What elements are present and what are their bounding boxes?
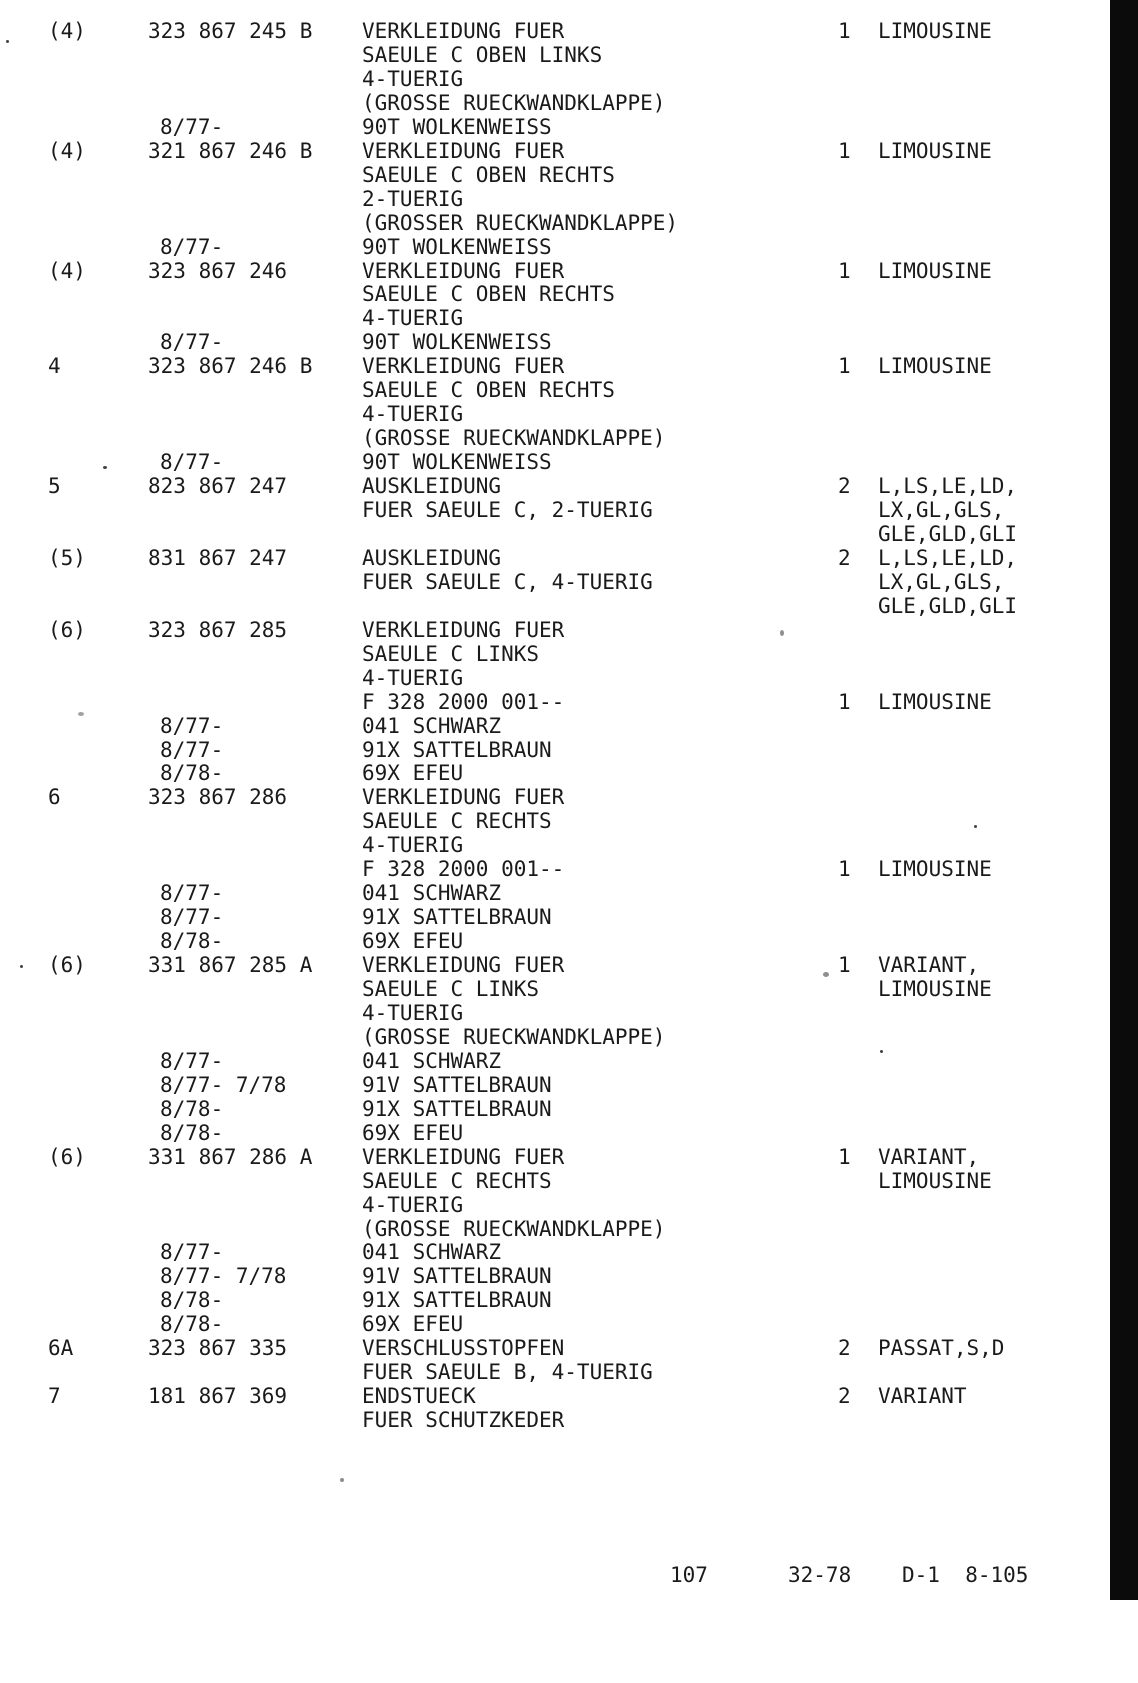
row-qty: 1 xyxy=(838,689,851,714)
row-desc: 041 SCHWARZ xyxy=(362,1048,502,1073)
row-pos: (5) xyxy=(48,545,86,570)
row-model: VARIANT, xyxy=(878,953,980,978)
row-model: LIMOUSINE xyxy=(878,857,992,882)
scan-speck xyxy=(20,965,23,968)
row-pos: 5 xyxy=(48,474,61,499)
row-desc: 4-TUERIG xyxy=(362,1000,464,1025)
row-desc: VERKLEIDUNG FUER xyxy=(362,138,565,163)
scan-speck xyxy=(823,972,829,977)
row-desc: 4-TUERIG xyxy=(362,66,464,91)
row-part: 321 867 246 B xyxy=(148,138,313,163)
table-row xyxy=(0,570,1100,594)
table-row xyxy=(0,1384,1100,1408)
table-row xyxy=(0,953,1100,977)
row-desc: (GROSSE RUECKWANDKLAPPE) xyxy=(362,1024,666,1049)
row-desc: VERKLEIDUNG FUER xyxy=(362,785,565,810)
table-row xyxy=(0,306,1100,330)
table-row xyxy=(0,522,1100,546)
row-desc: 91X SATTELBRAUN xyxy=(362,905,552,930)
table-row xyxy=(0,1097,1100,1121)
table-row xyxy=(0,977,1100,1001)
row-desc: 69X EFEU xyxy=(362,1312,464,1337)
row-model: LX,GL,GLS, xyxy=(878,498,1005,522)
row-pos: 6 xyxy=(48,785,61,810)
table-row xyxy=(0,546,1100,570)
table-row xyxy=(0,1408,1100,1432)
row-desc: 91X SATTELBRAUN xyxy=(362,737,552,762)
table-row xyxy=(0,354,1100,378)
row-part: 823 867 247 xyxy=(148,474,288,499)
row-qty: 2 xyxy=(838,1384,851,1409)
table-row xyxy=(0,282,1100,306)
row-desc: 2-TUERIG xyxy=(362,186,464,211)
row-desc: SAEULE C RECHTS xyxy=(362,1168,552,1193)
row-desc: (GROSSE RUECKWANDKLAPPE) xyxy=(362,1216,666,1241)
row-desc: VERKLEIDUNG FUER xyxy=(362,354,565,379)
row-qty: 1 xyxy=(838,19,851,43)
row-part: 323 867 286 xyxy=(148,785,288,810)
scan-edge-bar xyxy=(1110,0,1138,1600)
row-desc: VERKLEIDUNG FUER xyxy=(362,1144,565,1169)
row-part: 323 867 285 xyxy=(148,617,288,642)
table-row xyxy=(0,1312,1100,1336)
row-desc: 91V SATTELBRAUN xyxy=(362,1264,552,1289)
table-row xyxy=(0,666,1100,690)
row-desc: (GROSSER RUECKWANDKLAPPE) xyxy=(362,210,679,235)
row-date: 8/77- xyxy=(160,1240,224,1265)
scan-speck xyxy=(78,712,84,716)
row-desc: 4-TUERIG xyxy=(362,402,464,427)
table-row xyxy=(0,1217,1100,1241)
table-row xyxy=(0,91,1100,115)
row-model: L,LS,LE,LD, xyxy=(878,545,1018,570)
row-qty: 1 xyxy=(838,1144,851,1169)
table-row xyxy=(0,235,1100,259)
table-row xyxy=(0,642,1100,666)
table-row xyxy=(0,498,1100,522)
row-qty: 1 xyxy=(838,258,851,283)
row-model: L,LS,LE,LD, xyxy=(878,474,1018,499)
table-row xyxy=(0,857,1100,881)
row-model: GLE,GLD,GLI xyxy=(878,593,1018,618)
row-model: LIMOUSINE xyxy=(878,977,992,1001)
table-row xyxy=(0,1288,1100,1312)
table-row xyxy=(0,43,1100,67)
row-model: LX,GL,GLS, xyxy=(878,569,1005,594)
row-desc: FUER SAEULE B, 4-TUERIG xyxy=(362,1360,653,1385)
table-row xyxy=(0,187,1100,211)
table-row xyxy=(0,1336,1100,1360)
row-model: LIMOUSINE xyxy=(878,1168,992,1193)
row-part: 181 867 369 xyxy=(148,1384,288,1409)
table-row xyxy=(0,1264,1100,1288)
row-desc: 90T WOLKENWEISS xyxy=(362,234,552,259)
row-desc: 041 SCHWARZ xyxy=(362,713,502,738)
row-desc: 91X SATTELBRAUN xyxy=(362,1096,552,1121)
row-date: 8/78- xyxy=(160,1120,224,1145)
table-row xyxy=(0,929,1100,953)
row-model: PASSAT,S,D xyxy=(878,1336,1005,1361)
table-row xyxy=(0,1049,1100,1073)
row-desc: SAEULE C OBEN RECHTS xyxy=(362,282,615,307)
row-model: VARIANT, xyxy=(878,1144,980,1169)
table-row xyxy=(0,833,1100,857)
row-qty: 2 xyxy=(838,1336,851,1361)
scan-speck xyxy=(340,1478,344,1482)
row-desc: 4-TUERIG xyxy=(362,306,464,331)
row-model: LIMOUSINE xyxy=(878,19,992,43)
row-date: 8/78- xyxy=(160,1096,224,1121)
row-date: 8/77- xyxy=(160,713,224,738)
row-desc: VERKLEIDUNG FUER xyxy=(362,617,565,642)
row-desc: AUSKLEIDUNG xyxy=(362,474,502,499)
row-part: 331 867 286 A xyxy=(148,1144,313,1169)
row-desc: 90T WOLKENWEISS xyxy=(362,450,552,475)
table-row xyxy=(0,67,1100,91)
row-pos: (6) xyxy=(48,1144,86,1169)
row-part: 831 867 247 xyxy=(148,545,288,570)
row-desc: SAEULE C OBEN LINKS xyxy=(362,42,603,67)
table-row xyxy=(0,139,1100,163)
table-row xyxy=(0,1121,1100,1145)
table-row xyxy=(0,115,1100,139)
table-row xyxy=(0,714,1100,738)
row-pos: (6) xyxy=(48,617,86,642)
row-qty: 1 xyxy=(838,857,851,882)
table-row xyxy=(0,594,1100,618)
table-row xyxy=(0,809,1100,833)
scan-speck xyxy=(974,825,977,828)
row-date: 8/77- xyxy=(160,905,224,930)
row-desc: FUER SAEULE C, 2-TUERIG xyxy=(362,498,653,522)
table-row xyxy=(0,1025,1100,1049)
table-row xyxy=(0,618,1100,642)
row-part: 323 867 246 B xyxy=(148,354,313,379)
footer-issue-code: 32-78 xyxy=(788,1563,852,1587)
row-desc: AUSKLEIDUNG xyxy=(362,545,502,570)
table-row xyxy=(0,1001,1100,1025)
row-date: 8/77- xyxy=(160,737,224,762)
row-date: 8/77- 7/78 xyxy=(160,1264,287,1289)
table-row xyxy=(0,402,1100,426)
row-desc: (GROSSE RUECKWANDKLAPPE) xyxy=(362,426,666,451)
row-desc: 90T WOLKENWEISS xyxy=(362,330,552,355)
row-desc: VERKLEIDUNG FUER xyxy=(362,953,565,978)
scan-speck xyxy=(6,40,9,43)
table-row xyxy=(0,211,1100,235)
row-desc: 69X EFEU xyxy=(362,929,464,954)
row-desc: SAEULE C LINKS xyxy=(362,641,540,666)
row-pos: 6A xyxy=(48,1336,74,1361)
row-date: 8/77- xyxy=(160,114,224,139)
row-desc: 91V SATTELBRAUN xyxy=(362,1072,552,1097)
table-row xyxy=(0,690,1100,714)
row-pos: (4) xyxy=(48,19,86,43)
table-row xyxy=(0,163,1100,187)
table-row xyxy=(0,738,1100,762)
row-desc: 4-TUERIG xyxy=(362,1192,464,1217)
row-desc: 69X EFEU xyxy=(362,1120,464,1145)
table-row xyxy=(0,378,1100,402)
row-desc: SAEULE C RECHTS xyxy=(362,809,552,834)
row-desc: VERKLEIDUNG FUER xyxy=(362,19,565,43)
scan-speck xyxy=(880,1050,883,1053)
table-row xyxy=(0,1360,1100,1384)
row-date: 8/78- xyxy=(160,929,224,954)
row-desc: 041 SCHWARZ xyxy=(362,881,502,906)
table-row xyxy=(0,1193,1100,1217)
row-desc: SAEULE C OBEN RECHTS xyxy=(362,378,615,403)
row-date: 8/77- xyxy=(160,881,224,906)
row-qty: 1 xyxy=(838,953,851,978)
table-row xyxy=(0,1240,1100,1264)
row-model: LIMOUSINE xyxy=(878,138,992,163)
table-row xyxy=(0,1145,1100,1169)
row-qty: 2 xyxy=(838,474,851,499)
row-desc: SAEULE C OBEN RECHTS xyxy=(362,162,615,187)
row-part: 323 867 245 B xyxy=(148,19,313,43)
row-desc: ENDSTUECK xyxy=(362,1384,476,1409)
row-pos: (6) xyxy=(48,953,86,978)
row-date: 8/77- 7/78 xyxy=(160,1072,287,1097)
table-row xyxy=(0,785,1100,809)
row-date: 8/78- xyxy=(160,761,224,786)
row-part: 331 867 285 A xyxy=(148,953,313,978)
row-desc: F 328 2000 001-- xyxy=(362,857,565,882)
footer-page-number: 107 xyxy=(670,1563,708,1587)
page-footer xyxy=(0,1563,1100,1587)
row-model: LIMOUSINE xyxy=(878,354,992,379)
row-pos: (4) xyxy=(48,138,86,163)
row-model: VARIANT xyxy=(878,1384,967,1409)
row-model: LIMOUSINE xyxy=(878,689,992,714)
row-desc: 90T WOLKENWEISS xyxy=(362,114,552,139)
row-date: 8/77- xyxy=(160,234,224,259)
row-desc: SAEULE C LINKS xyxy=(362,977,540,1001)
table-row xyxy=(0,905,1100,929)
table-row xyxy=(0,330,1100,354)
row-pos: 4 xyxy=(48,354,61,379)
row-desc: FUER SCHUTZKEDER xyxy=(362,1408,565,1433)
table-row xyxy=(0,761,1100,785)
footer-section-ref: D-1 8-105 xyxy=(902,1563,1029,1587)
table-row xyxy=(0,426,1100,450)
row-part: 323 867 335 xyxy=(148,1336,288,1361)
table-row xyxy=(0,19,1100,43)
row-desc: VERSCHLUSSTOPFEN xyxy=(362,1336,565,1361)
row-qty: 2 xyxy=(838,545,851,570)
row-pos: 7 xyxy=(48,1384,61,1409)
row-model: GLE,GLD,GLI xyxy=(878,521,1018,546)
row-date: 8/78- xyxy=(160,1312,224,1337)
row-desc: 69X EFEU xyxy=(362,761,464,786)
row-qty: 1 xyxy=(838,354,851,379)
row-desc: 4-TUERIG xyxy=(362,833,464,858)
row-desc: 4-TUERIG xyxy=(362,665,464,690)
table-row xyxy=(0,450,1100,474)
row-desc: (GROSSE RUECKWANDKLAPPE) xyxy=(362,90,666,115)
table-row xyxy=(0,474,1100,498)
row-desc: F 328 2000 001-- xyxy=(362,689,565,714)
row-date: 8/77- xyxy=(160,330,224,355)
table-row xyxy=(0,259,1100,283)
row-desc: 91X SATTELBRAUN xyxy=(362,1288,552,1313)
table-row xyxy=(0,1073,1100,1097)
scan-speck xyxy=(780,630,784,636)
row-desc: 041 SCHWARZ xyxy=(362,1240,502,1265)
row-desc: FUER SAEULE C, 4-TUERIG xyxy=(362,569,653,594)
row-model: LIMOUSINE xyxy=(878,258,992,283)
row-date: 8/78- xyxy=(160,1288,224,1313)
table-row xyxy=(0,1169,1100,1193)
row-desc: VERKLEIDUNG FUER xyxy=(362,258,565,283)
row-date: 8/77- xyxy=(160,450,224,475)
row-qty: 1 xyxy=(838,138,851,163)
table-row xyxy=(0,881,1100,905)
scan-speck xyxy=(103,466,107,469)
row-pos: (4) xyxy=(48,258,86,283)
row-date: 8/77- xyxy=(160,1048,224,1073)
row-part: 323 867 246 xyxy=(148,258,288,283)
